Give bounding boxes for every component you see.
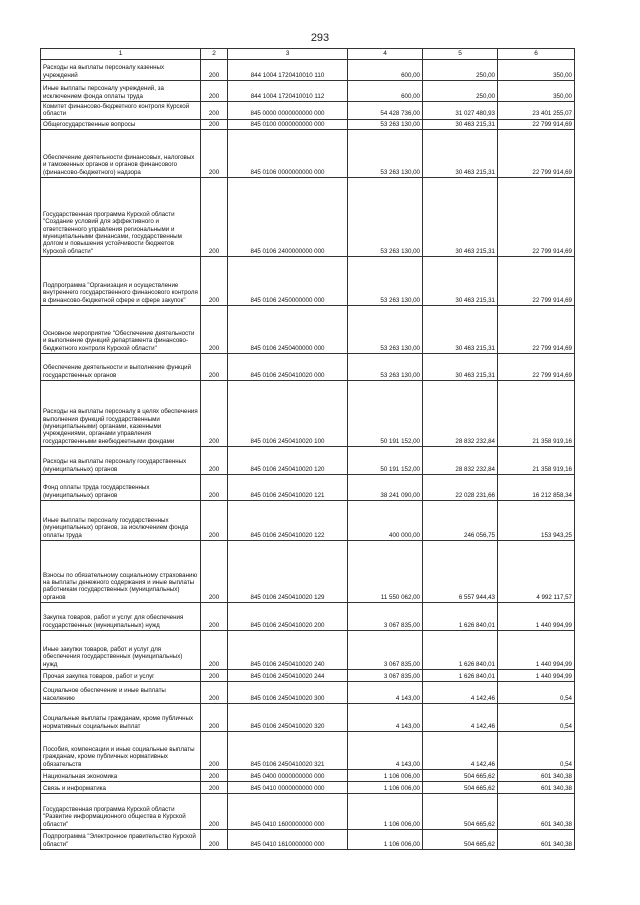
- row-value-col5: 504 665,62: [423, 793, 498, 829]
- row-value-col5: 22 028 231,66: [423, 474, 498, 500]
- row-col2: 200: [201, 256, 228, 305]
- row-code: 845 0106 2450410020 122: [228, 500, 348, 540]
- row-col2: 200: [201, 500, 228, 540]
- row-name: Государственная программа Курской области "Развитие информационного общества в Курской области": [41, 793, 201, 829]
- row-value-col6: 0,54: [498, 731, 575, 769]
- table-row: [41, 81, 575, 102]
- row-value-col6: 601 340,38: [498, 793, 575, 829]
- row-value-col6: 1 440 994,99: [498, 669, 575, 681]
- row-value-col6: 4 992 117,57: [498, 540, 575, 602]
- row-value-col5: 4 142,46: [423, 703, 498, 731]
- row-code: 845 0106 2450410020 200: [228, 602, 348, 630]
- row-col2: 200: [201, 769, 228, 781]
- row-code: 845 0410 1610000000 000: [228, 829, 348, 849]
- row-value-col4: 53 263 130,00: [348, 305, 423, 353]
- row-name: Иные выплаты персоналу государственных (муниципальных) органов, за исключением фонда оплаты труда: [41, 500, 201, 540]
- row-value-col5: 1 626 840,01: [423, 602, 498, 630]
- row-code: 845 0106 2450410020 000: [228, 353, 348, 380]
- row-value-col5: 4 142,46: [423, 681, 498, 703]
- row-value-col5: 30 463 215,31: [423, 256, 498, 305]
- row-value-col5: 30 463 215,31: [423, 129, 498, 177]
- row-code: 844 1004 1720410010 112: [228, 81, 348, 102]
- header-col-6: 6: [498, 49, 575, 60]
- row-value-col4: 50 191 152,00: [348, 380, 423, 446]
- row-value-col4: 50 191 152,00: [348, 446, 423, 474]
- row-value-col6: 23 401 255,07: [498, 102, 575, 120]
- row-name: Подпрограмма "Организация и осуществление внутреннего государственного финансового контроля в финансово-бюджетной сфере и сфере закупок": [41, 256, 201, 305]
- row-value-col6: 350,00: [498, 60, 575, 81]
- row-col2: 200: [201, 446, 228, 474]
- row-code: 844 1004 1720410010 110: [228, 60, 348, 81]
- row-name: Иные закупки товаров, работ и услуг для обеспечения государственных (муниципальных) нужд: [41, 630, 201, 669]
- row-code: 845 0106 2400000000 000: [228, 177, 348, 256]
- row-value-col5: 31 027 480,93: [423, 102, 498, 120]
- row-value-col4: 1 106 006,00: [348, 793, 423, 829]
- header-col-1: 1: [41, 49, 201, 60]
- row-value-col6: 350,00: [498, 81, 575, 102]
- row-value-col6: 601 340,38: [498, 829, 575, 849]
- row-code: 845 0106 2450410020 321: [228, 731, 348, 769]
- row-code: 845 0106 2450410020 121: [228, 474, 348, 500]
- row-value-col6: 1 440 994,99: [498, 602, 575, 630]
- row-value-col6: 22 799 914,69: [498, 256, 575, 305]
- table-row: [41, 177, 575, 256]
- row-code: 845 0000 0000000000 000: [228, 102, 348, 120]
- row-name: Обеспечение деятельности и выполнение функций государственных органов: [41, 353, 201, 380]
- row-name: Пособия, компенсации и иные социальные выплаты гражданам, кроме публичных нормативных обязательств: [41, 731, 201, 769]
- row-code: 845 0106 2450410020 240: [228, 630, 348, 669]
- row-value-col5: 246 056,75: [423, 500, 498, 540]
- row-code: 845 0106 2450400000 000: [228, 305, 348, 353]
- row-col2: 200: [201, 129, 228, 177]
- row-name: Основное мероприятие "Обеспечение деятельности и выполнение функций департамента финансово-бюджетного контроля Курской области": [41, 305, 201, 353]
- row-col2: 200: [201, 681, 228, 703]
- row-col2: 200: [201, 793, 228, 829]
- row-value-col4: 53 263 130,00: [348, 353, 423, 380]
- row-name: Расходы на выплаты персоналу государственных (муниципальных) органов: [41, 446, 201, 474]
- row-col2: 200: [201, 102, 228, 120]
- row-col2: 200: [201, 829, 228, 849]
- table-row: [41, 669, 575, 681]
- row-value-col6: 22 799 914,69: [498, 177, 575, 256]
- row-value-col6: 0,54: [498, 703, 575, 731]
- table-row: [41, 500, 575, 540]
- row-name: Связь и информатика: [41, 781, 201, 793]
- table-row: [41, 769, 575, 781]
- row-col2: 200: [201, 305, 228, 353]
- row-col2: 200: [201, 60, 228, 81]
- page-number: 293: [310, 32, 330, 44]
- row-value-col5: 30 463 215,31: [423, 119, 498, 129]
- row-name: Обеспечение деятельности финансовых, налоговых и таможенных органов и органов финансового (финансово-бюджетного) надзора: [41, 129, 201, 177]
- row-value-col5: 504 665,62: [423, 769, 498, 781]
- row-value-col4: 3 067 835,00: [348, 669, 423, 681]
- row-value-col6: 22 799 914,69: [498, 119, 575, 129]
- row-value-col5: 1 626 840,01: [423, 669, 498, 681]
- table-row: [41, 781, 575, 793]
- row-name: Закупка товаров, работ и услуг для обеспечения государственных (муниципальных) нужд: [41, 602, 201, 630]
- row-value-col5: 504 665,62: [423, 781, 498, 793]
- row-col2: 200: [201, 669, 228, 681]
- table-row: [41, 731, 575, 769]
- table-body: [41, 60, 575, 850]
- row-col2: 200: [201, 353, 228, 380]
- table-row: [41, 540, 575, 602]
- header-col-5: 5: [423, 49, 498, 60]
- row-value-col5: 504 665,62: [423, 829, 498, 849]
- row-value-col4: 4 143,00: [348, 703, 423, 731]
- row-value-col6: 21 358 919,16: [498, 380, 575, 446]
- header-row: [41, 49, 575, 60]
- row-code: 845 0106 0000000000 000: [228, 129, 348, 177]
- row-col2: 200: [201, 119, 228, 129]
- row-value-col4: 53 263 130,00: [348, 177, 423, 256]
- header-col-3: 3: [228, 49, 348, 60]
- row-code: 845 0106 2450410020 244: [228, 669, 348, 681]
- row-value-col4: 600,00: [348, 81, 423, 102]
- row-name: Расходы на выплаты персоналу казенных учреждений: [41, 60, 201, 81]
- row-value-col5: 30 463 215,31: [423, 353, 498, 380]
- table-row: [41, 630, 575, 669]
- row-value-col4: 54 428 736,00: [348, 102, 423, 120]
- row-value-col6: 0,54: [498, 681, 575, 703]
- row-col2: 200: [201, 81, 228, 102]
- row-code: 845 0106 2450410020 300: [228, 681, 348, 703]
- row-code: 845 0410 1600000000 000: [228, 793, 348, 829]
- row-name: Расходы на выплаты персоналу в целях обеспечения выполнения функций государственными (муниципальными) органами, казенными учреждениями, органами управления государственными внебюджетными фондами: [41, 380, 201, 446]
- row-col2: 200: [201, 474, 228, 500]
- row-code: 845 0106 2450000000 000: [228, 256, 348, 305]
- row-value-col6: 22 799 914,69: [498, 305, 575, 353]
- table-row: [41, 829, 575, 849]
- budget-table: [40, 48, 575, 850]
- row-col2: 200: [201, 731, 228, 769]
- row-value-col4: 53 263 130,00: [348, 129, 423, 177]
- row-value-col6: 22 799 914,69: [498, 129, 575, 177]
- table-row: [41, 474, 575, 500]
- row-value-col6: 153 943,25: [498, 500, 575, 540]
- row-value-col4: 53 263 130,00: [348, 119, 423, 129]
- row-value-col6: 16 212 858,34: [498, 474, 575, 500]
- row-col2: 200: [201, 177, 228, 256]
- row-value-col4: 1 106 006,00: [348, 781, 423, 793]
- row-value-col6: 21 358 919,16: [498, 446, 575, 474]
- row-value-col4: 1 106 006,00: [348, 769, 423, 781]
- row-value-col5: 250,00: [423, 60, 498, 81]
- table-row: [41, 353, 575, 380]
- row-name: Национальная экономика: [41, 769, 201, 781]
- table-row: [41, 380, 575, 446]
- row-value-col4: 38 241 090,00: [348, 474, 423, 500]
- row-code: 845 0100 0000000000 000: [228, 119, 348, 129]
- row-name: Социальное обеспечение и иные выплаты населению: [41, 681, 201, 703]
- row-col2: 200: [201, 380, 228, 446]
- table-row: [41, 129, 575, 177]
- row-value-col6: 22 799 914,69: [498, 353, 575, 380]
- row-value-col5: 1 626 840,01: [423, 630, 498, 669]
- row-name: Социальные выплаты гражданам, кроме публичных нормативных социальных выплат: [41, 703, 201, 731]
- row-value-col5: 28 832 232,84: [423, 446, 498, 474]
- header-col-2: 2: [201, 49, 228, 60]
- row-name: Комитет финансово-бюджетного контроля Курской области: [41, 102, 201, 120]
- row-col2: 200: [201, 781, 228, 793]
- table-row: [41, 256, 575, 305]
- row-value-col5: 30 463 215,31: [423, 305, 498, 353]
- row-value-col4: 4 143,00: [348, 731, 423, 769]
- header-col-4: 4: [348, 49, 423, 60]
- row-name: Общегосударственные вопросы: [41, 119, 201, 129]
- row-value-col4: 53 263 130,00: [348, 256, 423, 305]
- row-code: 845 0106 2450410020 120: [228, 446, 348, 474]
- row-value-col6: 601 340,38: [498, 781, 575, 793]
- row-code: 845 0106 2450410020 320: [228, 703, 348, 731]
- row-code: 845 0106 2450410020 100: [228, 380, 348, 446]
- row-name: Фонд оплаты труда государственных (муниципальных) органов: [41, 474, 201, 500]
- table-row: [41, 793, 575, 829]
- row-name: Иные выплаты персоналу учреждений, за исключением фонда оплаты труда: [41, 81, 201, 102]
- table-row: [41, 602, 575, 630]
- row-col2: 200: [201, 540, 228, 602]
- row-value-col4: 400 000,00: [348, 500, 423, 540]
- table-row: [41, 119, 575, 129]
- row-code: 845 0106 2450410020 129: [228, 540, 348, 602]
- row-value-col4: 1 106 006,00: [348, 829, 423, 849]
- row-value-col5: 250,00: [423, 81, 498, 102]
- row-code: 845 0400 0000000000 000: [228, 769, 348, 781]
- table-row: [41, 60, 575, 81]
- row-value-col4: 4 143,00: [348, 681, 423, 703]
- row-value-col5: 4 142,46: [423, 731, 498, 769]
- row-col2: 200: [201, 602, 228, 630]
- row-value-col4: 3 067 835,00: [348, 602, 423, 630]
- row-value-col6: 601 340,38: [498, 769, 575, 781]
- row-value-col4: 3 067 835,00: [348, 630, 423, 669]
- row-value-col5: 28 832 232,84: [423, 380, 498, 446]
- table-header: [41, 49, 575, 60]
- row-name: Государственная программа Курской области "Создание условий для эффективного и ответственного управления региональными и муниципальными финансами, государственным долгом и повышения устойчивости бюджетов Курской области": [41, 177, 201, 256]
- table-row: [41, 446, 575, 474]
- row-name: Подпрограмма "Электронное правительство Курской области": [41, 829, 201, 849]
- row-name: Прочая закупка товаров, работ и услуг: [41, 669, 201, 681]
- table-row: [41, 703, 575, 731]
- row-value-col5: 6 557 944,43: [423, 540, 498, 602]
- row-col2: 200: [201, 703, 228, 731]
- row-code: 845 0410 0000000000 000: [228, 781, 348, 793]
- row-value-col4: 600,00: [348, 60, 423, 81]
- row-name: Взносы по обязательному социальному страхованию на выплаты денежного содержания и иные выплаты работникам государственных (муниципальных) органов: [41, 540, 201, 602]
- table-row: [41, 305, 575, 353]
- table-row: [41, 102, 575, 120]
- row-value-col5: 30 463 215,31: [423, 177, 498, 256]
- table-row: [41, 681, 575, 703]
- row-value-col4: 11 550 062,00: [348, 540, 423, 602]
- row-value-col6: 1 440 994,99: [498, 630, 575, 669]
- row-col2: 200: [201, 630, 228, 669]
